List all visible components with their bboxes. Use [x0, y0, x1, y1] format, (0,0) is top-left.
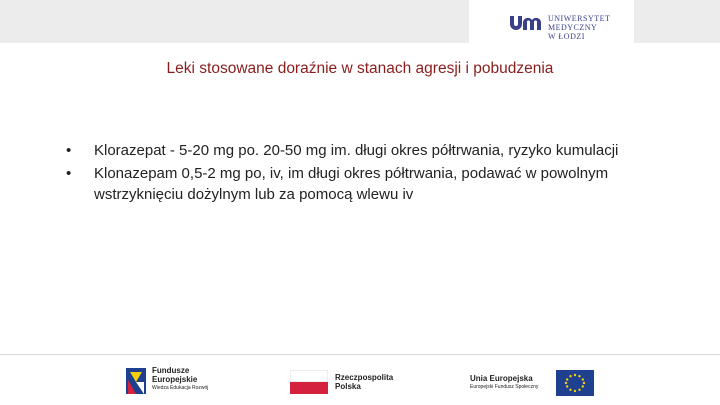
- fe-line-3: Wiedza Edukacja Rozwój: [152, 385, 209, 391]
- bullet-text: Klonazepam 0,5-2 mg po, iv, im długi okres półtrwania, podawać w powolnym wstrzyknięciu dożylnym lub za pomocą wlewu iv: [94, 165, 609, 203]
- logo-line-1: UNIWERSYTET: [548, 14, 611, 23]
- logo-line-3: W ŁODZI: [548, 32, 585, 41]
- ue-line-2: Europejski Fundusz Społeczny: [470, 384, 539, 390]
- bullet-text: Klorazepat - 5-20 mg po. 20-50 mg im. długi okres półtrwania, ryzyko kumulacji: [94, 142, 619, 159]
- fundusze-europejskie-logo: [124, 366, 254, 396]
- footer-divider: [0, 354, 720, 355]
- bullet-item: [66, 163, 656, 205]
- logo-line-2: MEDYCZNY: [548, 23, 598, 32]
- eu-flag-icon: [556, 370, 594, 396]
- fe-line-1: Fundusze: [152, 366, 190, 375]
- unia-europejska-logo: [470, 366, 610, 396]
- ue-line-1: Unia Europejska: [470, 374, 533, 383]
- fe-star-icon: [124, 366, 148, 396]
- polish-flag-icon: [290, 370, 328, 394]
- bullet-item: [66, 140, 656, 161]
- rzeczpospolita-logo: [290, 366, 420, 396]
- fe-line-2: Europejskie: [152, 375, 198, 384]
- slide-title: Leki stosowane doraźnie w stanach agresji i pobudzenia: [166, 60, 554, 77]
- bullet-marker: •: [66, 165, 72, 182]
- rp-line-1: Rzeczpospolita: [335, 373, 394, 382]
- university-name: [548, 14, 610, 41]
- um-logo-icon: [508, 14, 544, 32]
- bullet-marker: •: [66, 142, 72, 159]
- bullet-list: [66, 140, 656, 207]
- rp-line-2: Polska: [335, 382, 361, 391]
